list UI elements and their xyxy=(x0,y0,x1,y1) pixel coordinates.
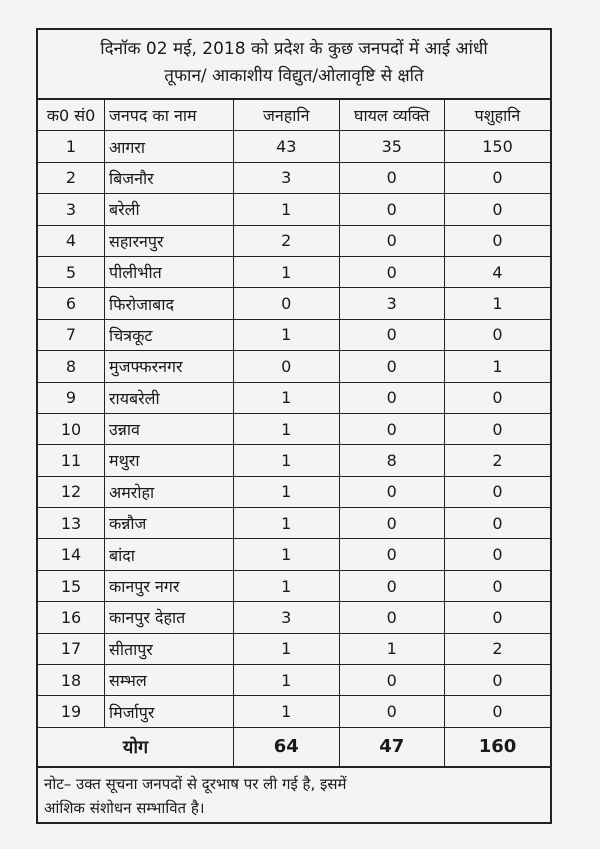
table-row xyxy=(38,602,550,633)
row-deaths: 0 xyxy=(234,288,340,319)
row-injured: 0 xyxy=(339,413,445,444)
row-deaths: 1 xyxy=(234,194,340,225)
row-district-name: सहारनपुर xyxy=(105,225,234,256)
row-deaths: 2 xyxy=(234,225,340,256)
header-serial-number: क0 सं0 xyxy=(38,100,105,131)
row-district-name: बिजनौर xyxy=(105,162,234,193)
row-livestock-loss: 0 xyxy=(445,570,551,601)
row-injured: 35 xyxy=(339,131,445,162)
row-district-name: मुजफ्फरनगर xyxy=(105,351,234,382)
row-livestock-loss: 4 xyxy=(445,256,551,287)
row-livestock-loss: 1 xyxy=(445,351,551,382)
report-frame xyxy=(36,28,552,824)
row-deaths: 1 xyxy=(234,445,340,476)
row-serial-number: 18 xyxy=(38,665,105,696)
row-deaths: 1 xyxy=(234,633,340,664)
title-line-1: दिनॉक 02 मई, 2018 को प्रदेश के कुछ जनपदों में आई आंधी xyxy=(100,39,488,59)
row-serial-number: 15 xyxy=(38,570,105,601)
row-injured: 0 xyxy=(339,665,445,696)
row-serial-number: 13 xyxy=(38,508,105,539)
row-injured: 0 xyxy=(339,225,445,256)
table-row xyxy=(38,319,550,350)
row-deaths: 43 xyxy=(234,131,340,162)
table-row xyxy=(38,445,550,476)
row-injured: 0 xyxy=(339,256,445,287)
title-line-2: तूफान/ आकाशीय विद्युत/ओलावृष्टि से क्षति xyxy=(164,66,424,86)
row-deaths: 1 xyxy=(234,382,340,413)
table-row xyxy=(38,351,550,382)
total-row xyxy=(38,727,550,766)
table-header-row xyxy=(38,100,550,131)
row-serial-number: 5 xyxy=(38,256,105,287)
row-district-name: रायबरेली xyxy=(105,382,234,413)
row-district-name: सम्भल xyxy=(105,665,234,696)
row-injured: 0 xyxy=(339,602,445,633)
row-district-name: चित्रकूट xyxy=(105,319,234,350)
row-livestock-loss: 0 xyxy=(445,539,551,570)
row-injured: 0 xyxy=(339,382,445,413)
total-livestock: 160 xyxy=(445,727,551,766)
table-row xyxy=(38,382,550,413)
table-row xyxy=(38,696,550,727)
row-district-name: कानपुर नगर xyxy=(105,570,234,601)
row-injured: 0 xyxy=(339,162,445,193)
row-injured: 0 xyxy=(339,570,445,601)
table-row xyxy=(38,413,550,444)
row-serial-number: 7 xyxy=(38,319,105,350)
row-district-name: पीलीभीत xyxy=(105,256,234,287)
table-body xyxy=(38,131,550,727)
row-serial-number: 16 xyxy=(38,602,105,633)
row-serial-number: 6 xyxy=(38,288,105,319)
row-livestock-loss: 1 xyxy=(445,288,551,319)
row-district-name: फिरोजाबाद xyxy=(105,288,234,319)
row-serial-number: 10 xyxy=(38,413,105,444)
total-label: योग xyxy=(38,727,234,766)
row-deaths: 1 xyxy=(234,319,340,350)
table-row xyxy=(38,131,550,162)
header-deaths: जनहानि xyxy=(234,100,340,131)
row-livestock-loss: 0 xyxy=(445,194,551,225)
row-deaths: 0 xyxy=(234,351,340,382)
table-row xyxy=(38,256,550,287)
row-serial-number: 11 xyxy=(38,445,105,476)
row-serial-number: 17 xyxy=(38,633,105,664)
row-livestock-loss: 0 xyxy=(445,665,551,696)
row-livestock-loss: 0 xyxy=(445,476,551,507)
table-row xyxy=(38,633,550,664)
row-injured: 0 xyxy=(339,351,445,382)
row-district-name: बरेली xyxy=(105,194,234,225)
header-district-name: जनपद का नाम xyxy=(105,100,234,131)
row-deaths: 1 xyxy=(234,476,340,507)
row-livestock-loss: 150 xyxy=(445,131,551,162)
row-livestock-loss: 0 xyxy=(445,319,551,350)
row-injured: 0 xyxy=(339,508,445,539)
footnote-line-2: आंशिक संशोधन सम्भावित है। xyxy=(44,799,205,817)
row-livestock-loss: 0 xyxy=(445,225,551,256)
row-livestock-loss: 0 xyxy=(445,696,551,727)
row-serial-number: 4 xyxy=(38,225,105,256)
row-serial-number: 3 xyxy=(38,194,105,225)
row-serial-number: 2 xyxy=(38,162,105,193)
table-row xyxy=(38,476,550,507)
row-district-name: बांदा xyxy=(105,539,234,570)
row-livestock-loss: 0 xyxy=(445,162,551,193)
row-livestock-loss: 0 xyxy=(445,382,551,413)
row-district-name: सीतापुर xyxy=(105,633,234,664)
table-row xyxy=(38,194,550,225)
row-district-name: अमरोहा xyxy=(105,476,234,507)
row-injured: 0 xyxy=(339,476,445,507)
table-row xyxy=(38,508,550,539)
row-deaths: 1 xyxy=(234,413,340,444)
report-title xyxy=(38,30,550,100)
row-livestock-loss: 2 xyxy=(445,445,551,476)
row-injured: 0 xyxy=(339,696,445,727)
row-deaths: 1 xyxy=(234,570,340,601)
table-row xyxy=(38,539,550,570)
row-livestock-loss: 2 xyxy=(445,633,551,664)
table-row xyxy=(38,570,550,601)
row-serial-number: 1 xyxy=(38,131,105,162)
row-injured: 1 xyxy=(339,633,445,664)
row-deaths: 1 xyxy=(234,696,340,727)
row-livestock-loss: 0 xyxy=(445,413,551,444)
row-deaths: 1 xyxy=(234,665,340,696)
table-row xyxy=(38,162,550,193)
row-deaths: 3 xyxy=(234,602,340,633)
row-serial-number: 12 xyxy=(38,476,105,507)
table-row xyxy=(38,665,550,696)
row-district-name: कानपुर देहात xyxy=(105,602,234,633)
row-district-name: कन्नौज xyxy=(105,508,234,539)
row-injured: 0 xyxy=(339,194,445,225)
row-serial-number: 9 xyxy=(38,382,105,413)
row-serial-number: 8 xyxy=(38,351,105,382)
header-livestock-loss: पशुहानि xyxy=(445,100,551,131)
row-serial-number: 19 xyxy=(38,696,105,727)
row-district-name: मिर्जापुर xyxy=(105,696,234,727)
row-deaths: 1 xyxy=(234,539,340,570)
row-deaths: 3 xyxy=(234,162,340,193)
row-deaths: 1 xyxy=(234,508,340,539)
row-injured: 8 xyxy=(339,445,445,476)
row-injured: 0 xyxy=(339,319,445,350)
damage-table xyxy=(38,100,550,767)
row-deaths: 1 xyxy=(234,256,340,287)
row-livestock-loss: 0 xyxy=(445,508,551,539)
row-injured: 0 xyxy=(339,539,445,570)
table-row xyxy=(38,288,550,319)
total-injured: 47 xyxy=(339,727,445,766)
table-row xyxy=(38,225,550,256)
row-district-name: आगरा xyxy=(105,131,234,162)
row-injured: 3 xyxy=(339,288,445,319)
row-district-name: उन्नाव xyxy=(105,413,234,444)
footnote xyxy=(38,766,550,822)
header-injured: घायल व्यक्ति xyxy=(339,100,445,131)
footnote-line-1: नोट– उक्त सूचना जनपदों से दूरभाष पर ली गई है, इसमें xyxy=(44,775,347,793)
total-deaths: 64 xyxy=(234,727,340,766)
row-livestock-loss: 0 xyxy=(445,602,551,633)
row-district-name: मथुरा xyxy=(105,445,234,476)
row-serial-number: 14 xyxy=(38,539,105,570)
